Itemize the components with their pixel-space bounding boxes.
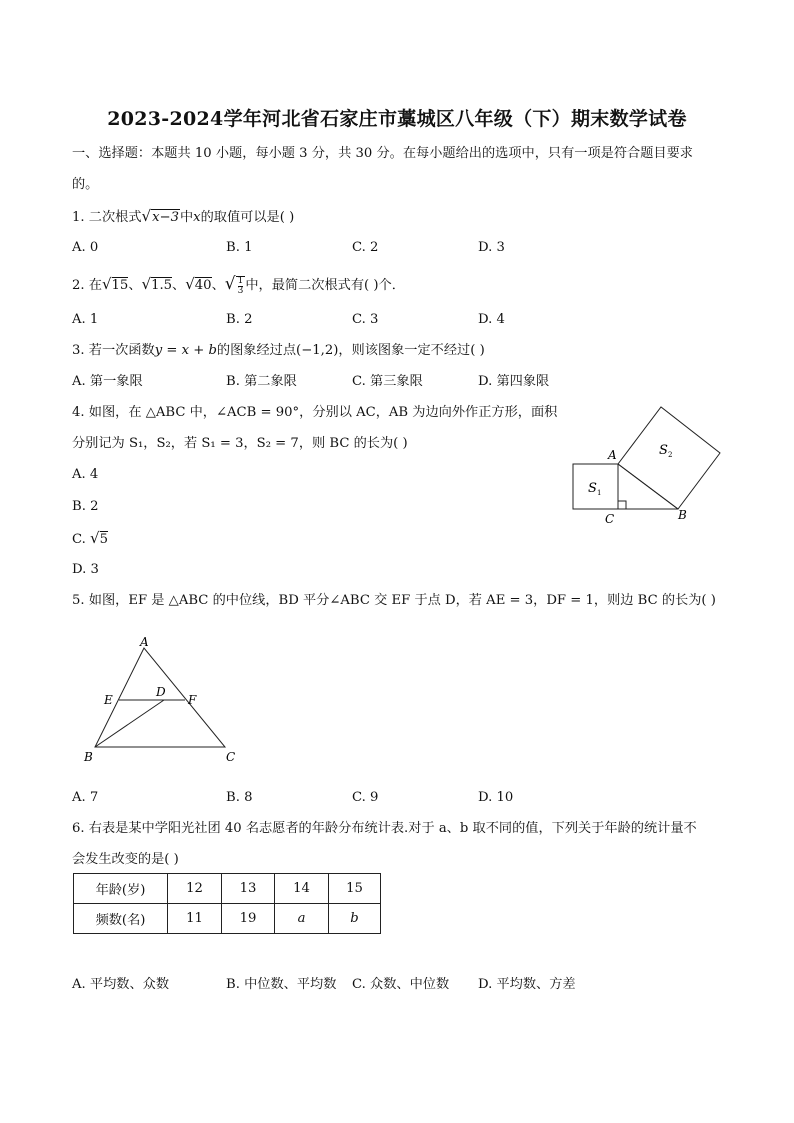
q4-option-b[interactable]: B. 2	[72, 499, 99, 514]
age-table	[73, 873, 381, 934]
q3-prefix: 3. 若一次函数	[72, 343, 155, 358]
q3-mid: 的图象经过点	[216, 343, 297, 358]
q2-option-d[interactable]: D. 4	[478, 312, 505, 327]
label-b: B	[678, 508, 687, 522]
q2-option-c[interactable]: C. 3	[352, 312, 379, 327]
q6-option-d[interactable]: D. 平均数、方差	[478, 977, 576, 992]
q2-radicand-1: 15	[111, 278, 129, 293]
label-e: E	[104, 693, 113, 707]
q6-option-c[interactable]: C. 众数、中位数	[352, 977, 450, 992]
section-header-line2: 的。	[72, 177, 99, 192]
label-a: A	[608, 448, 617, 462]
q1-var: x	[193, 210, 201, 225]
q4-option-d[interactable]: D. 3	[72, 562, 99, 577]
q3-suffix: ，则该图象一定不经过( )	[338, 343, 485, 358]
question-3	[72, 342, 485, 360]
table-cell: 14	[275, 874, 329, 904]
q4-option-c-label: C.	[72, 532, 91, 547]
segment-bd	[95, 700, 164, 747]
q2-prefix: 2. 在	[72, 278, 102, 293]
table-cell: 12	[168, 874, 222, 904]
q2-option-a[interactable]: A. 1	[72, 312, 99, 327]
label-b: B	[84, 750, 93, 764]
q3-option-c[interactable]: C. 第三象限	[352, 374, 423, 389]
table-row	[74, 874, 381, 904]
page-title: 2023-2024学年河北省石家庄市藁城区八年级（下）期末数学试卷	[107, 108, 687, 130]
q1-mid: 中	[179, 210, 194, 225]
q5-option-c[interactable]: C. 9	[352, 790, 379, 805]
question-6-line2: 会发生改变的是( )	[72, 852, 179, 867]
q2-frac-num: 1	[237, 275, 244, 286]
q4-option-a[interactable]: A. 4	[72, 467, 99, 482]
q1-option-c[interactable]: C. 2	[352, 240, 379, 255]
question-1	[72, 207, 294, 227]
q1-option-a[interactable]: A. 0	[72, 240, 99, 255]
q5-option-b[interactable]: B. 8	[226, 790, 253, 805]
q2-sep-2: 、	[172, 278, 186, 293]
segment-ab	[618, 464, 678, 509]
q3-expr: y = x + b	[154, 343, 217, 358]
q1-radical: √x−3	[141, 207, 179, 225]
q3-option-a[interactable]: A. 第一象限	[72, 374, 143, 389]
q2-radicand-2: 1.5	[151, 278, 173, 293]
question-6-line1: 6. 右表是某中学阳光社团 40 名志愿者的年龄分布统计表.对于 a、b 取不同的值，下列关于年龄的统计量不	[72, 821, 697, 836]
table-row	[74, 904, 381, 934]
q4-figure	[560, 400, 730, 530]
label-a: A	[140, 635, 149, 649]
table-cell: 13	[222, 874, 275, 904]
label-s2-sub: 2	[668, 451, 673, 459]
question-2: 2. 在√15、√1.5、√40、√ $\frac{1}{3}$ 中，最简二次根式有( )个．	[72, 274, 405, 296]
q1-suffix: 的取值可以是( )	[200, 210, 295, 225]
q1-option-b[interactable]: B. 1	[226, 240, 253, 255]
q5-figure	[80, 635, 250, 770]
table-cell: 年龄(岁)	[74, 874, 168, 904]
label-s1-sub: 1	[597, 489, 602, 497]
label-f: F	[188, 693, 197, 707]
q5-option-d[interactable]: D. 10	[478, 790, 514, 805]
q2-fraction	[236, 276, 246, 296]
table-cell: 15	[329, 874, 381, 904]
q6-option-a[interactable]: A. 平均数、众数	[72, 977, 170, 992]
q2-radicand-3: 40	[194, 278, 212, 293]
q2-frac-den: 3	[237, 285, 244, 296]
q1-radicand: x−3	[152, 210, 179, 225]
table-cell: b	[329, 904, 381, 934]
q5-option-a[interactable]: A. 7	[72, 790, 99, 805]
question-4-line1: 4. 如图，在 △ABC 中，∠ACB = 90°，分别以 AC，AB 为边向外作正方形，面积	[72, 405, 558, 420]
label-d: D	[156, 685, 166, 699]
q4-option-c[interactable]: C. √5	[72, 529, 108, 547]
q4-option-c-radicand: 5	[99, 532, 108, 547]
table-cell: 11	[168, 904, 222, 934]
question-5: 5. 如图，EF 是 △ABC 的中位线，BD 平分∠ABC 交 EF 于点 D，若 AE = 3，DF = 1，则边 BC 的长为( )	[72, 593, 716, 608]
table-cell: 频数(名)	[74, 904, 168, 934]
table-cell: 19	[222, 904, 275, 934]
table-cell: a	[275, 904, 329, 934]
q1-option-d[interactable]: D. 3	[478, 240, 505, 255]
q2-sep-1: 、	[128, 278, 142, 293]
q2-suffix: 中，最简二次根式有( )个．	[245, 278, 405, 293]
q3-point: (−1,2)	[296, 343, 339, 358]
label-s2: S	[659, 443, 668, 458]
label-c: C	[605, 512, 615, 526]
question-4-line2: 分别记为 S₁，S₂，若 S₁ = 3，S₂ = 7，则 BC 的长为( )	[72, 436, 408, 451]
q1-prefix: 1. 二次根式	[72, 210, 142, 225]
q3-option-d[interactable]: D. 第四象限	[478, 374, 550, 389]
section-header-line1: 一、选择题：本题共 10 小题，每小题 3 分，共 30 分。在每小题给出的选项中，只有一项是符合题目要求	[72, 146, 693, 161]
q2-option-b[interactable]: B. 2	[226, 312, 253, 327]
label-c: C	[226, 750, 236, 764]
right-angle-mark	[618, 501, 626, 509]
label-s1: S	[588, 481, 597, 496]
q3-option-b[interactable]: B. 第二象限	[226, 374, 297, 389]
q6-option-b[interactable]: B. 中位数、平均数	[226, 977, 337, 992]
q2-sep-3: 、	[211, 278, 225, 293]
